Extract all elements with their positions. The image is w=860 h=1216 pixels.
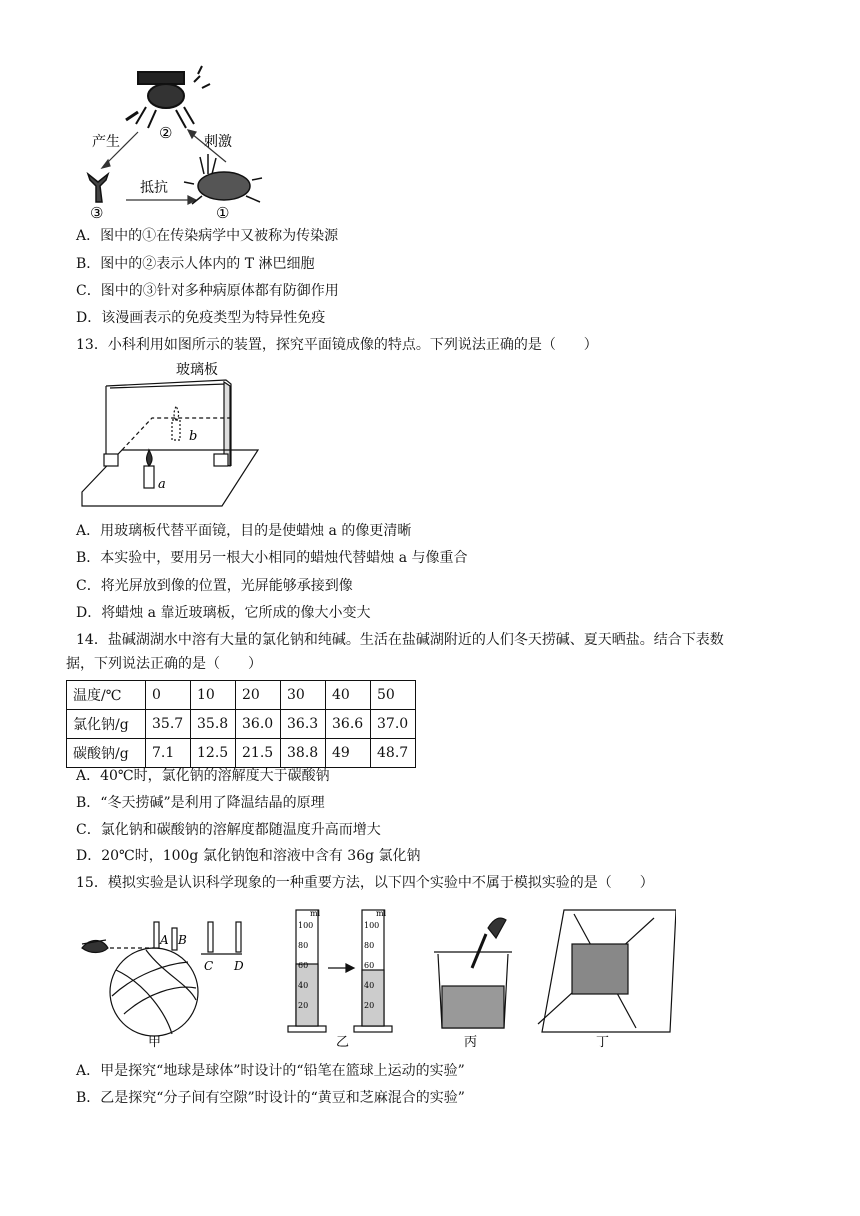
table-cell: 10 <box>191 681 236 710</box>
tick-label: 40 <box>298 981 309 990</box>
q12-option-c: C．图中的③针对多种病原体都有防御作用 <box>76 283 339 299</box>
q14-option-c: C．氯化钠和碳酸钠的溶解度都随温度升高而增大 <box>76 822 381 838</box>
tick-label: 80 <box>298 941 309 950</box>
q14-option-b: B．“冬天捞碱”是利用了降温结晶的原理 <box>76 795 325 811</box>
table-cell: 12.5 <box>191 739 236 768</box>
solubility-table <box>66 680 416 768</box>
table-row <box>67 710 416 739</box>
table-cell: 碳酸钠/g <box>67 739 146 768</box>
table-cell: 21.5 <box>236 739 281 768</box>
label-n2: ② <box>159 124 173 142</box>
label-A: A <box>160 933 169 947</box>
label-resist: 抵抗 <box>140 180 168 196</box>
table-cell: 50 <box>371 681 416 710</box>
label-ml: ml <box>310 909 321 918</box>
table-cell: 36.6 <box>326 710 371 739</box>
table-cell: 20 <box>236 681 281 710</box>
table-cell: 36.0 <box>236 710 281 739</box>
tick-label: 60 <box>364 961 375 970</box>
tick-label: 20 <box>364 1001 375 1010</box>
table-cell: 48.7 <box>371 739 416 768</box>
q14-option-d: D．20℃时，100g 氯化钠饱和溶液中含有 36g 氯化钠 <box>76 848 421 864</box>
tick-label: 80 <box>364 941 375 950</box>
table-cell: 38.8 <box>281 739 326 768</box>
tick-label: 100 <box>298 921 314 930</box>
q15-option-a: A．甲是探究“地球是球体”时设计的“铅笔在篮球上运动的实验” <box>76 1063 465 1079</box>
label-B: B <box>178 933 187 947</box>
table-row <box>67 681 416 710</box>
q14-stem-line2: 据，下列说法正确的是（ ） <box>66 656 262 672</box>
table-cell: 氯化钠/g <box>67 710 146 739</box>
q15-option-b: B．乙是探究“分子间有空隙”时设计的“黄豆和芝麻混合的实验” <box>76 1090 465 1106</box>
plane-mirror-figure <box>76 358 266 508</box>
cell-2-drawing <box>126 66 210 128</box>
q15-stem: 15．模拟实验是认识科学现象的一种重要方法，以下四个实验中不属于模拟实验的是（ ） <box>76 875 654 891</box>
label-C: C <box>204 959 214 973</box>
label-n1: ① <box>216 204 230 220</box>
q13-option-a: A．用玻璃板代替平面镜，目的是使蜡烛 a 的像更清晰 <box>76 523 412 539</box>
tick-label: 40 <box>364 981 375 990</box>
table-cell: 温度/℃ <box>67 681 146 710</box>
table-cell: 35.7 <box>146 710 191 739</box>
immune-cartoon-figure <box>76 62 266 220</box>
label-yi: 乙 <box>336 1035 350 1048</box>
label-n3: ③ <box>90 204 104 220</box>
q13-option-d: D．将蜡烛 a 靠近玻璃板，它所成的像大小变大 <box>76 605 371 621</box>
glass-label: 玻璃板 <box>176 362 218 378</box>
q12-option-d: D．该漫画表示的免疫类型为特异性免疫 <box>76 310 326 326</box>
label-b: b <box>189 429 198 444</box>
tick-label: 100 <box>364 921 380 930</box>
cell-3-drawing <box>88 174 108 202</box>
q12-option-a: A．图中的①在传染病学中又被称为传染源 <box>76 228 339 244</box>
q13-stem: 13．小科利用如图所示的装置，探究平面镜成像的特点。下列说法正确的是（ ） <box>76 337 598 353</box>
label-D: D <box>234 959 244 973</box>
q14-stem-line1: 14．盐碱湖湖水中溶有大量的氯化钠和纯碱。生活在盐碱湖附近的人们冬天捞碱、夏天晒盐。结合下表数 <box>76 632 724 648</box>
label-ml: ml <box>376 909 387 918</box>
table-cell: 30 <box>281 681 326 710</box>
table-cell: 0 <box>146 681 191 710</box>
q13-option-b: B．本实验中，要用另一根大小相同的蜡烛代替蜡烛 a 与像重合 <box>76 550 468 566</box>
q13-option-c: C．将光屏放到像的位置，光屏能够承接到像 <box>76 578 353 594</box>
experiment-bing <box>434 918 512 1028</box>
label-stimulate: 刺激 <box>204 134 232 150</box>
table-cell: 36.3 <box>281 710 326 739</box>
pathogen-1-drawing <box>184 154 262 204</box>
table-cell: 49 <box>326 739 371 768</box>
table-cell: 37.0 <box>371 710 416 739</box>
q12-option-b: B．图中的②表示人体内的 T 淋巴细胞 <box>76 256 315 272</box>
experiment-ding <box>538 910 676 1032</box>
tick-label: 60 <box>298 961 309 970</box>
table-cell: 7.1 <box>146 739 191 768</box>
table-cell: 40 <box>326 681 371 710</box>
label-produce: 产生 <box>92 134 120 150</box>
table-cell: 35.8 <box>191 710 236 739</box>
table-row <box>67 739 416 768</box>
label-bing: 丙 <box>464 1035 478 1048</box>
q14-option-a: A．40℃时，氯化钠的溶解度大于碳酸钠 <box>76 768 330 784</box>
label-a: a <box>158 477 166 492</box>
simulation-experiments-figure <box>76 904 676 1048</box>
tick-label: 20 <box>298 1001 309 1010</box>
label-jia: 甲 <box>148 1035 162 1048</box>
label-ding: 丁 <box>596 1035 610 1048</box>
